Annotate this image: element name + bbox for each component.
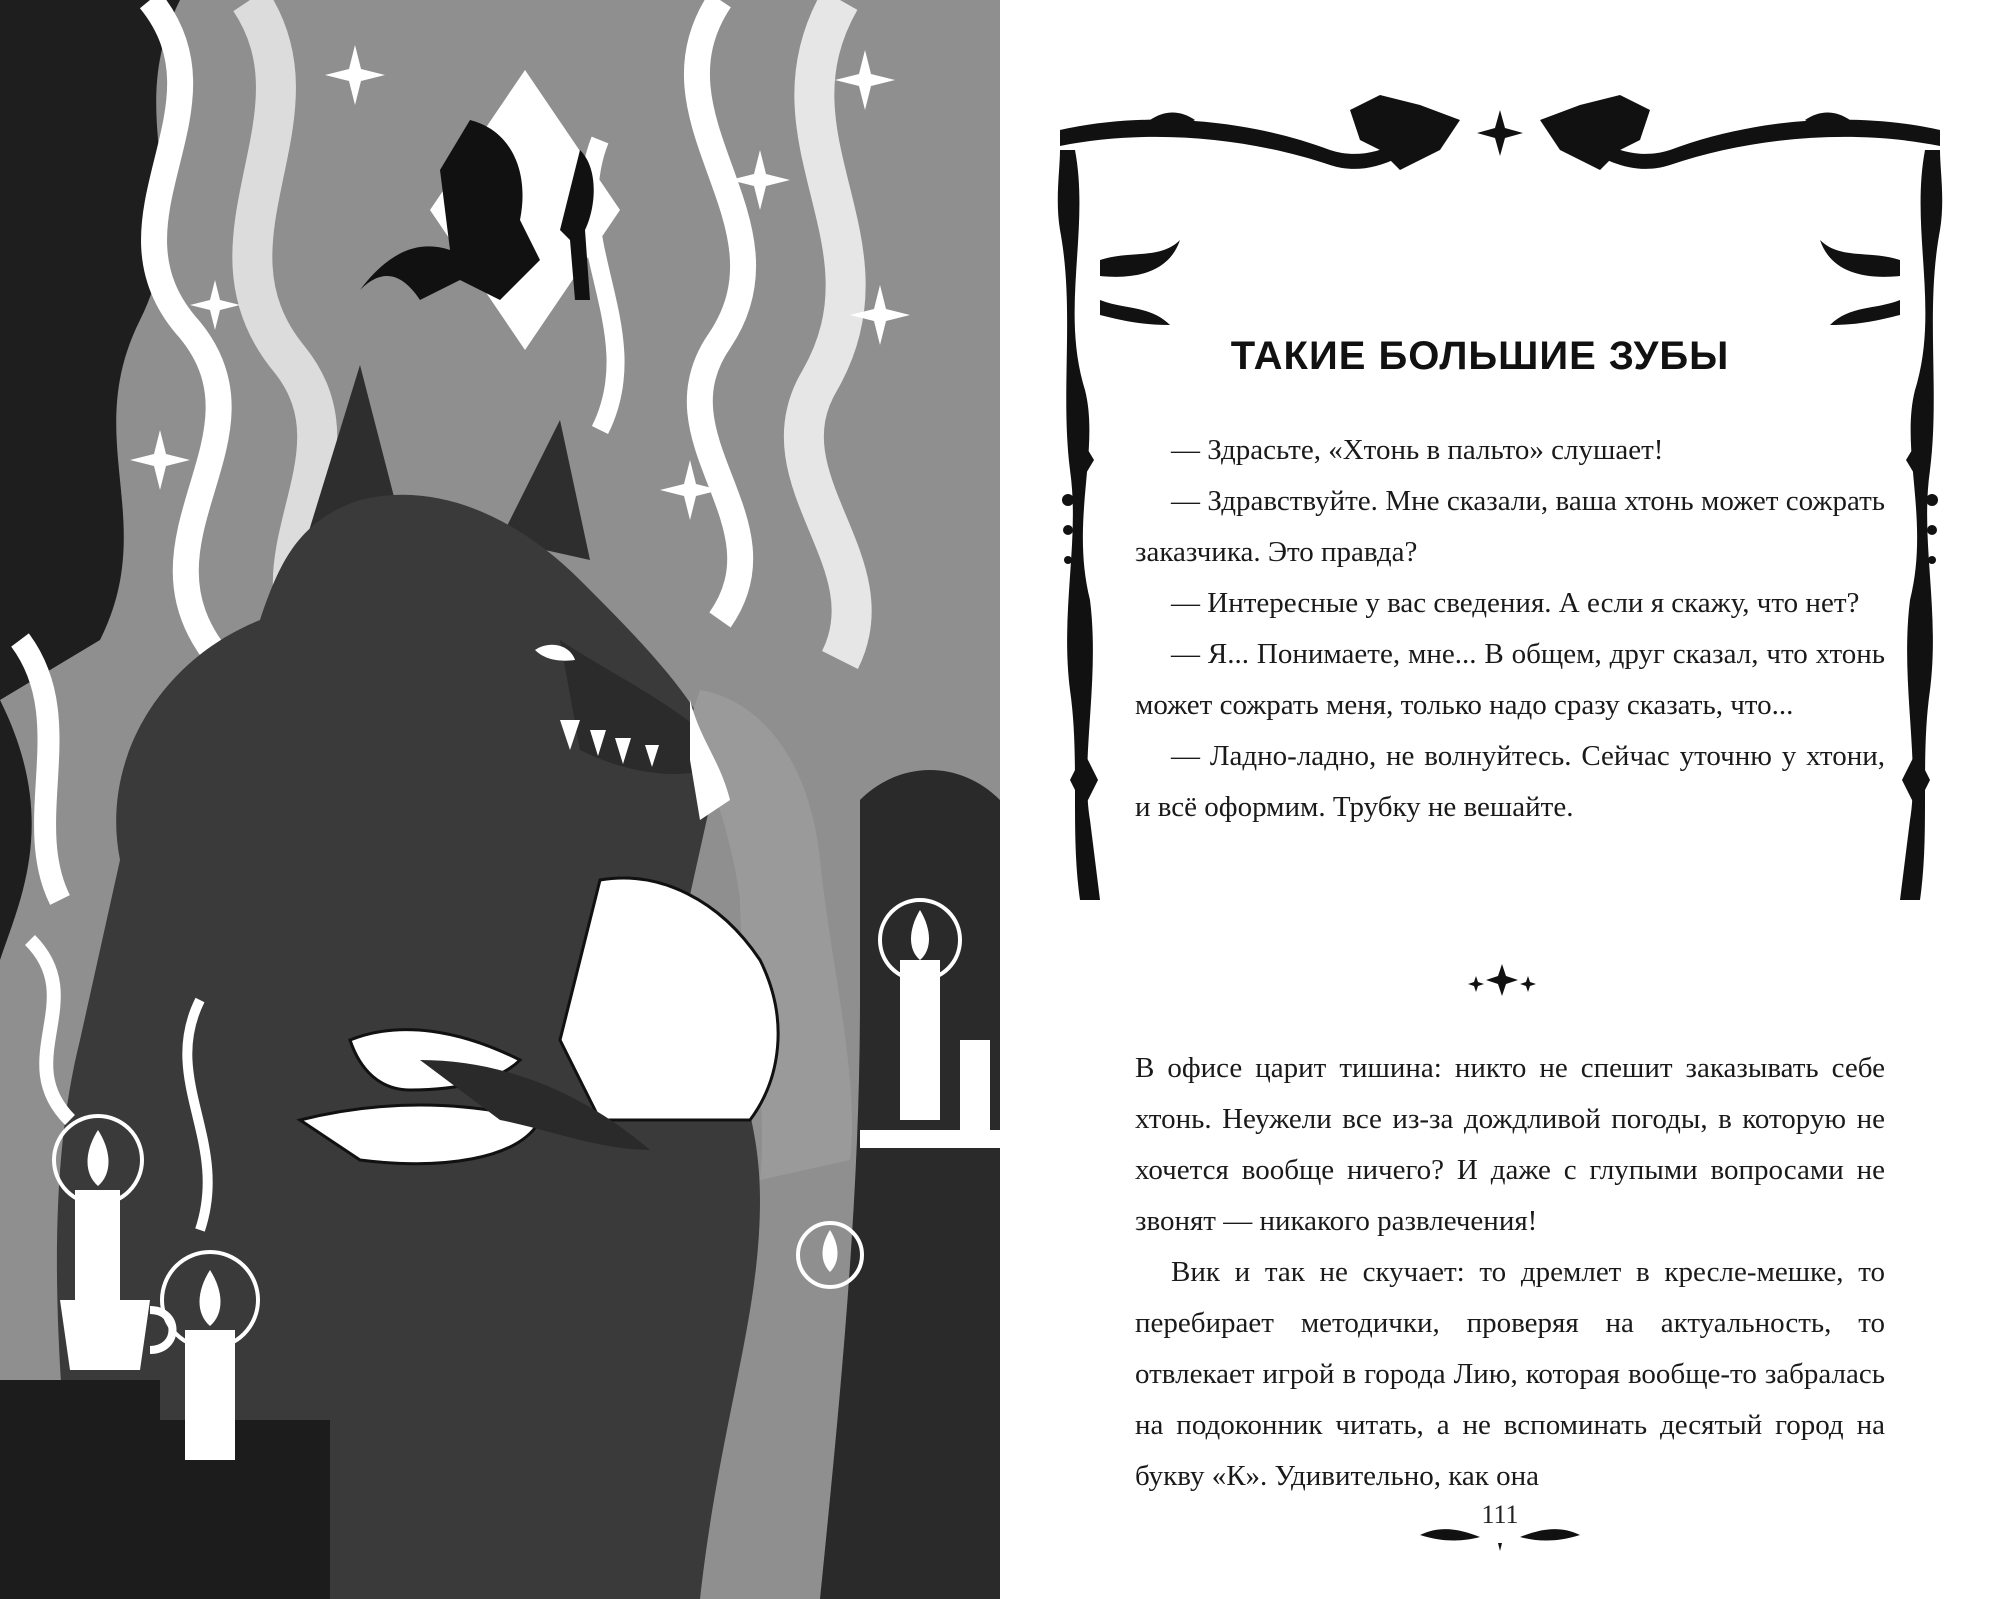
paragraph: В офисе царит тишина: никто не спешит заказывать себе хтонь. Неужели все из-за дождливой погоды, в которую не хочется вообще ничего? И даже с глупыми вопросами не звонят — никакого развлечения! <box>1135 1052 1885 1237</box>
dialogue-line: — Я... Понимаете, мне... В общем, друг сказал, что хтонь может сожрать меня, только надо сразу сказать, что... <box>1135 638 1885 721</box>
dialogue-line: — Ладно-ладно, не волнуйтесь. Сейчас уточню у хтони, и всё оформим. Трубку не вешайте. <box>1135 740 1885 823</box>
star-separator-icon <box>1462 960 1542 1000</box>
paragraph: Вик и так не скучает: то дремлет в кресле-мешке, то перебирает методички, проверяя на актуальность, то отвлекает игрой в города Лию, которая вообще-то забралась на подоконник читать, а не вспоминать десятый город на букву «К». Удивительно, как она <box>1135 1256 1885 1492</box>
prose-block <box>1135 1043 1885 1502</box>
dialogue-line: — Интересные у вас сведения. А если я скажу, что нет? <box>1171 587 1860 619</box>
dialogue-block <box>1135 425 1885 833</box>
chapter-title: ТАКИЕ БОЛЬШИЕ ЗУБЫ <box>1230 334 1730 378</box>
dialogue-line: — Здрасьте, «Хтонь в пальто» слушает! <box>1171 434 1664 466</box>
dialogue-line: — Здравствуйте. Мне сказали, ваша хтонь может сожрать заказчика. Это правда? <box>1135 485 1885 568</box>
page-number: 111 <box>1481 1500 1519 1529</box>
